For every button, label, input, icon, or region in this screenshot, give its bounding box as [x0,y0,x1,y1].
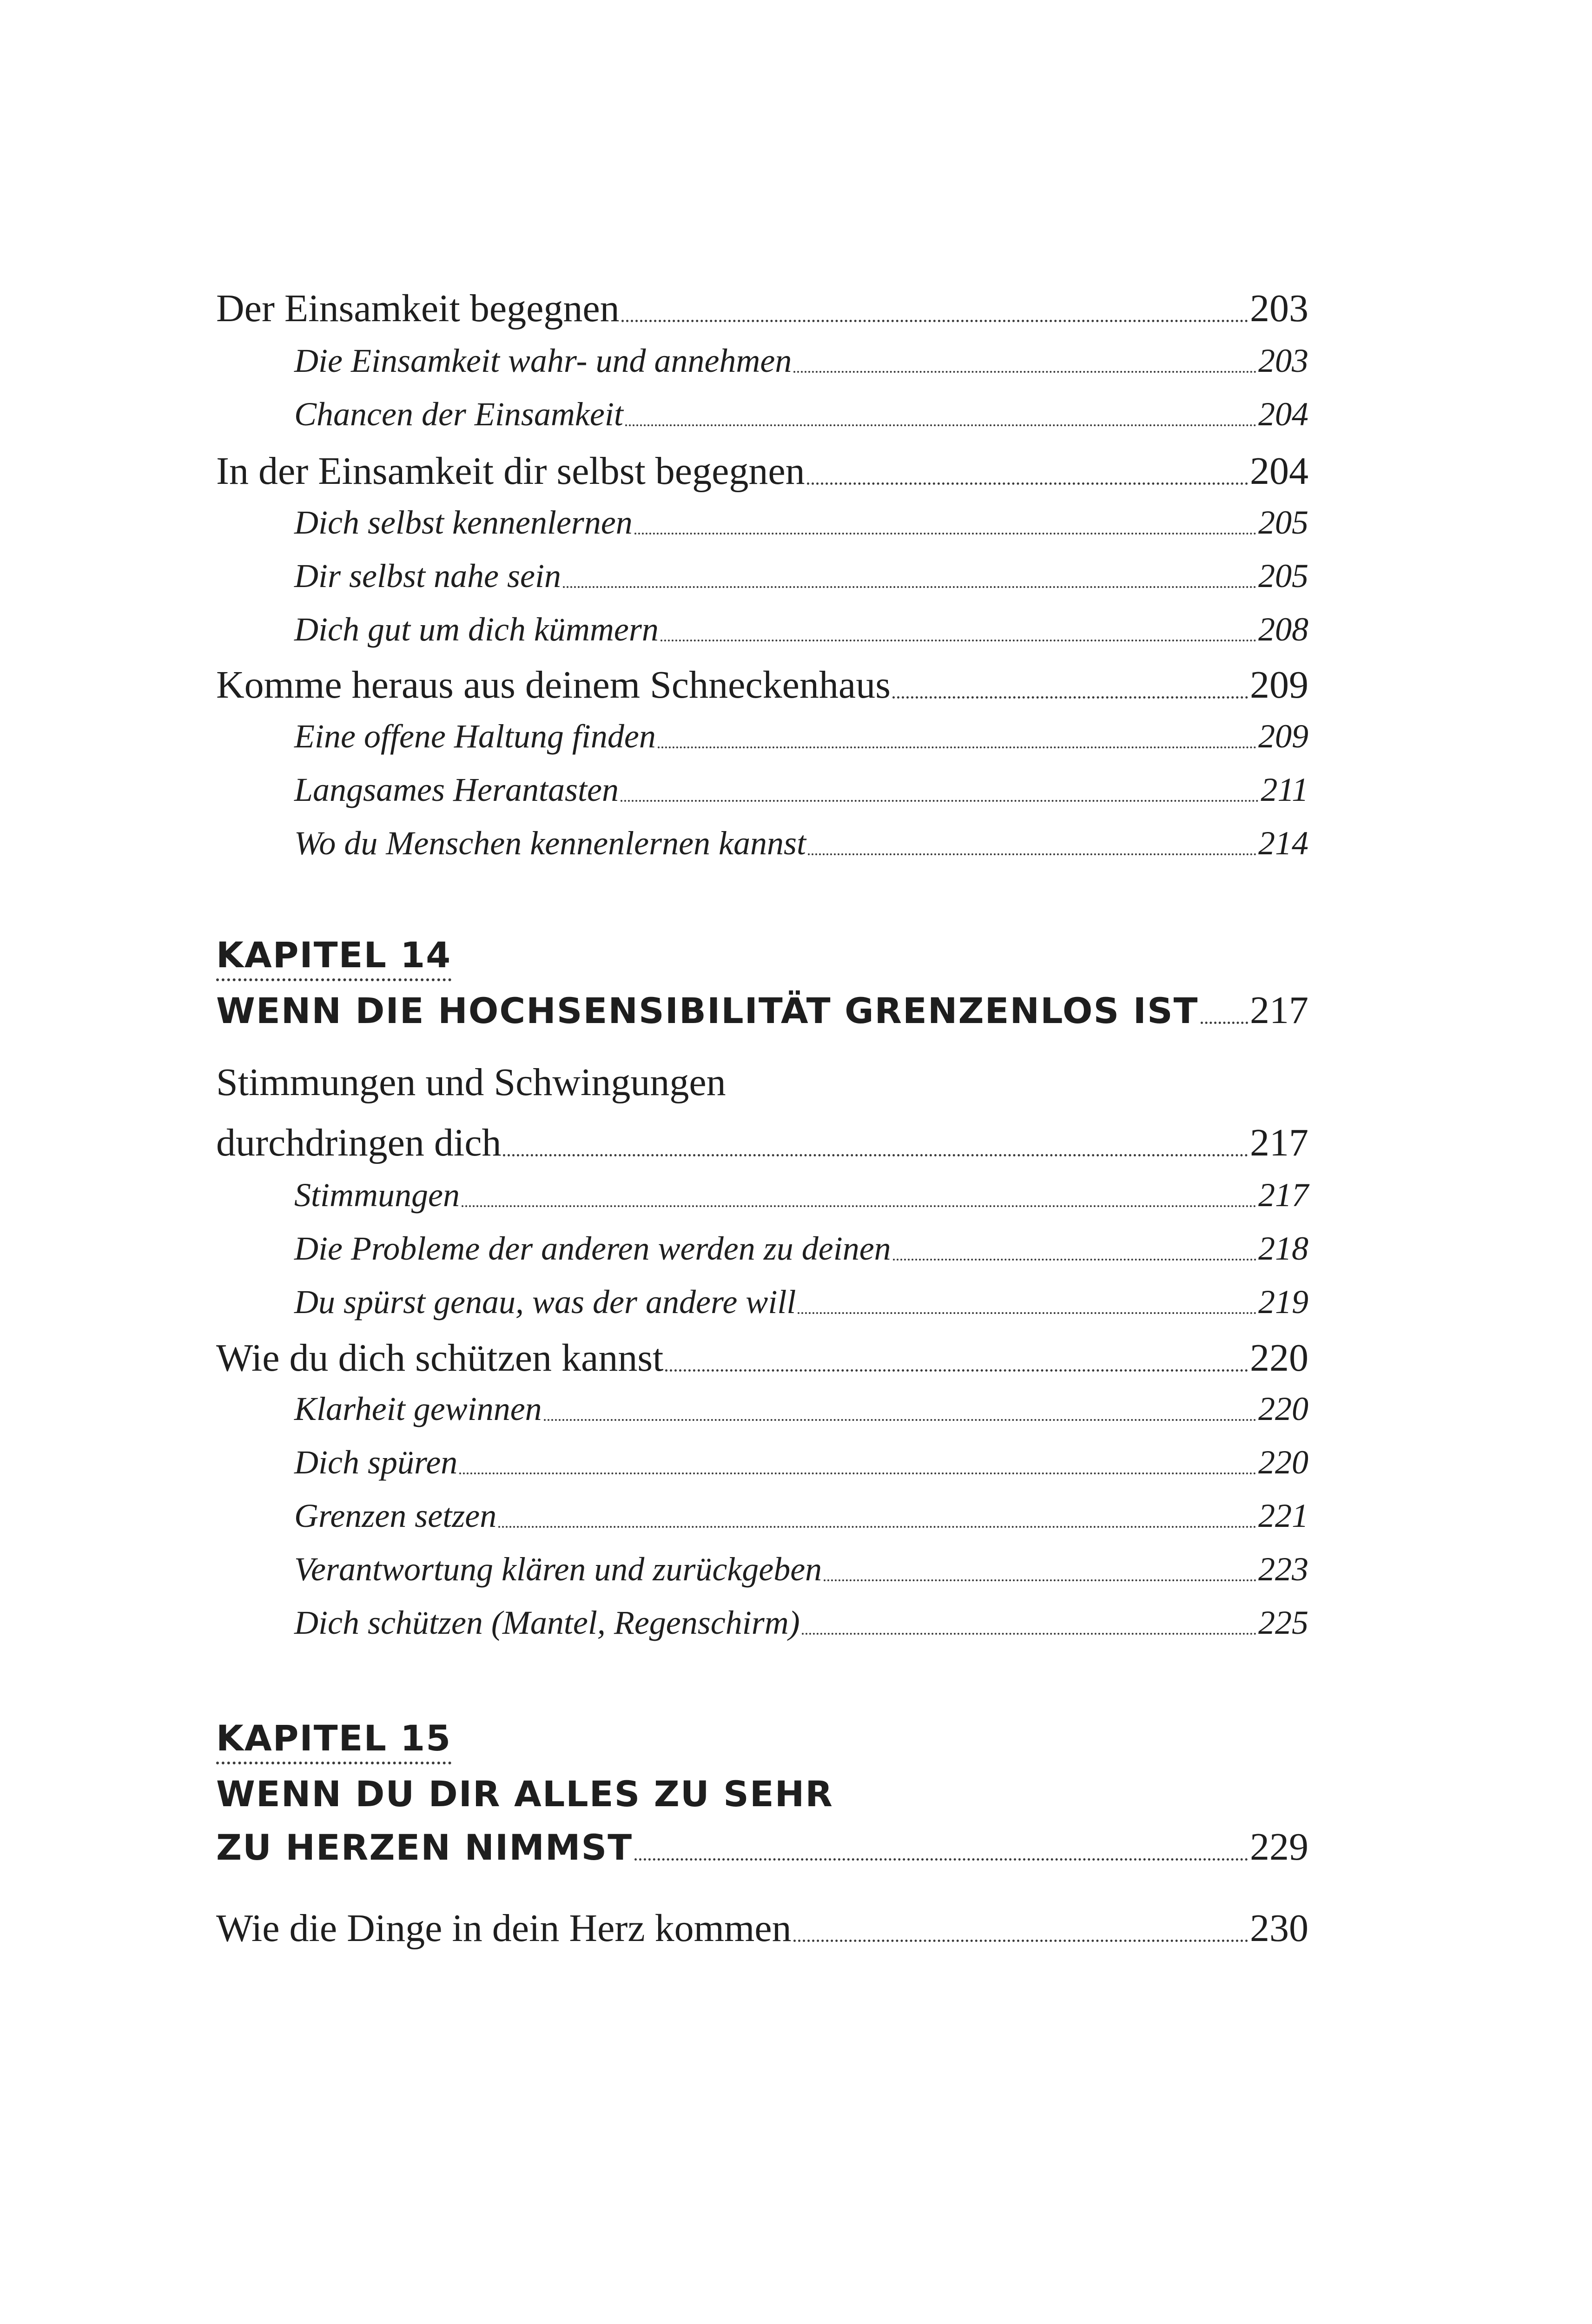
toc-entry-title: Stimmungen [294,1176,460,1214]
toc-entry-page: 203 [1250,287,1308,330]
dot-leader [544,1419,1256,1421]
toc-entry-page: 219 [1258,1283,1308,1320]
chapter-title: ZU HERZEN NIMMST [216,1827,633,1868]
toc-entry-page: 209 [1250,663,1308,706]
toc-entry-title: Die Einsamkeit wahr- und annehmen [294,342,792,379]
toc-subentry-stimmungen[interactable] [216,1176,1308,1215]
toc-entry-page: 204 [1250,449,1308,493]
toc-entry-title: Dich spüren [294,1444,458,1481]
toc-subentry-offene-haltung[interactable] [216,717,1308,756]
toc-entry-page: 217 [1250,1121,1308,1164]
toc-entry-title: Klarheit gewinnen [294,1390,542,1427]
toc-entry-title: Dir selbst nahe sein [294,557,561,594]
toc-entry-title: Dich gut um dich kümmern [294,611,659,648]
toc-entry-schneckenhaus[interactable] [216,662,1308,707]
toc-entry-title: Die Probleme der anderen werden zu deinen [294,1230,891,1267]
dot-leader [661,640,1256,641]
dot-leader [498,1526,1256,1528]
toc-subentry-probleme-der-anderen[interactable] [216,1229,1308,1268]
toc-entry-page: 211 [1261,771,1308,808]
toc-subentry-menschen-kennenlernen[interactable] [216,824,1308,863]
toc-entry-page: 220 [1258,1390,1308,1427]
toc-entry-page: 217 [1258,1176,1308,1214]
toc-entry-stimmungen-schwingungen[interactable] [216,1120,1308,1165]
toc-entry-title: Wie du dich schützen kannst [216,1336,664,1380]
chapter-14-heading[interactable] [216,988,1308,1033]
dot-leader [892,696,1248,699]
toc-entry-page: 220 [1258,1444,1308,1481]
dot-leader [459,1472,1256,1474]
dot-leader [793,1940,1248,1942]
toc-subentry-chancen-der-einsamkeit[interactable] [216,395,1308,434]
toc-entry-title: Langsames Herantasten [294,771,619,808]
toc-entry-title: Wo du Menschen kennenlernen kannst [294,825,806,862]
toc-entry-stimmungen-line1: Stimmungen und Schwingungen [216,1061,726,1104]
dot-leader [798,1312,1256,1314]
toc-entry-title: In der Einsamkeit dir selbst begegnen [216,449,805,493]
toc-subentry-dich-gut-kuemmern[interactable] [216,610,1308,649]
toc-entry-title: Komme heraus aus deinem Schneckenhaus [216,663,891,706]
toc-entry-title: durchdringen dich [216,1121,502,1164]
toc-subentry-klarheit-gewinnen[interactable] [216,1390,1308,1428]
toc-entry-page: 208 [1258,611,1308,648]
dot-leader [665,1369,1248,1372]
dot-leader [634,1858,1248,1861]
toc-entry-title: Verantwortung klären und zurückgeben [294,1551,822,1588]
toc-subentry-dich-spueren[interactable] [216,1443,1308,1482]
toc-entry-dir-selbst-begegnen[interactable] [216,449,1308,494]
toc-entry-dich-schuetzen-kannst[interactable] [216,1335,1308,1380]
toc-entry-page: 205 [1258,504,1308,541]
toc-entry-title: Der Einsamkeit begegnen [216,287,620,330]
toc-subentry-dich-selbst-kennenlernen[interactable] [216,503,1308,542]
toc-entry-dinge-in-dein-herz[interactable] [216,1906,1308,1951]
dot-leader [802,1633,1256,1635]
toc-subentry-herantasten[interactable] [216,771,1308,809]
toc-entry-page: 204 [1258,396,1308,433]
toc-entry-title: Dich schützen (Mantel, Regenschirm) [294,1604,800,1641]
toc-subentry-grenzen-setzen[interactable] [216,1497,1308,1535]
toc-entry-title: Eine offene Haltung finden [294,718,656,755]
toc-entry-title: Wie die Dinge in dein Herz kommen [216,1907,792,1950]
dot-leader [793,371,1256,373]
toc-entry-page: 225 [1258,1604,1308,1641]
dot-leader [1201,1022,1248,1024]
dot-leader [503,1154,1248,1156]
toc-entry-page: 209 [1258,718,1308,755]
toc-subentry-einsamkeit-annehmen[interactable] [216,342,1308,380]
dot-leader [621,320,1248,322]
toc-entry-der-einsamkeit-begegnen[interactable] [216,286,1308,331]
toc-entry-title: Chancen der Einsamkeit [294,396,623,433]
chapter-title: WENN DIE HOCHSENSIBILITÄT GRENZENLOS IST [216,990,1199,1031]
dot-leader [634,533,1256,535]
chapter-15-label: KAPITEL 15 [216,1717,451,1764]
toc-entry-title: Du spürst genau, was der andere will [294,1283,796,1320]
dot-leader [563,586,1256,588]
chapter-14-label: KAPITEL 14 [216,934,451,981]
toc-entry-page: 218 [1258,1230,1308,1267]
dot-leader [462,1205,1256,1207]
toc-entry-title: Dich selbst kennenlernen [294,504,633,541]
dot-leader [625,424,1256,426]
toc-entry-page: 230 [1250,1907,1308,1950]
toc-subentry-dich-schuetzen-mantel[interactable] [216,1604,1308,1642]
toc-entry-page: 223 [1258,1551,1308,1588]
toc-entry-page: 221 [1258,1497,1308,1534]
toc-subentry-du-spuerst-genau[interactable] [216,1283,1308,1321]
toc-subentry-dir-selbst-nahe-sein[interactable] [216,557,1308,595]
chapter-15-heading[interactable] [216,1824,1308,1869]
dot-leader [658,746,1256,748]
dot-leader [824,1579,1256,1581]
toc-entry-page: 220 [1250,1336,1308,1380]
toc-entry-page: 205 [1258,557,1308,594]
toc-entry-page: 214 [1258,825,1308,862]
chapter-15-title-line1: WENN DU DIR ALLES ZU SEHR [216,1773,833,1815]
toc-entry-title: Grenzen setzen [294,1497,497,1534]
toc-subentry-verantwortung-klaeren[interactable] [216,1550,1308,1589]
dot-leader [621,800,1259,802]
toc-entry-page: 203 [1258,342,1308,379]
dot-leader [893,1259,1256,1261]
dot-leader [808,853,1256,855]
chapter-page: 217 [1250,989,1308,1032]
dot-leader [807,482,1248,485]
chapter-page: 229 [1250,1825,1308,1868]
